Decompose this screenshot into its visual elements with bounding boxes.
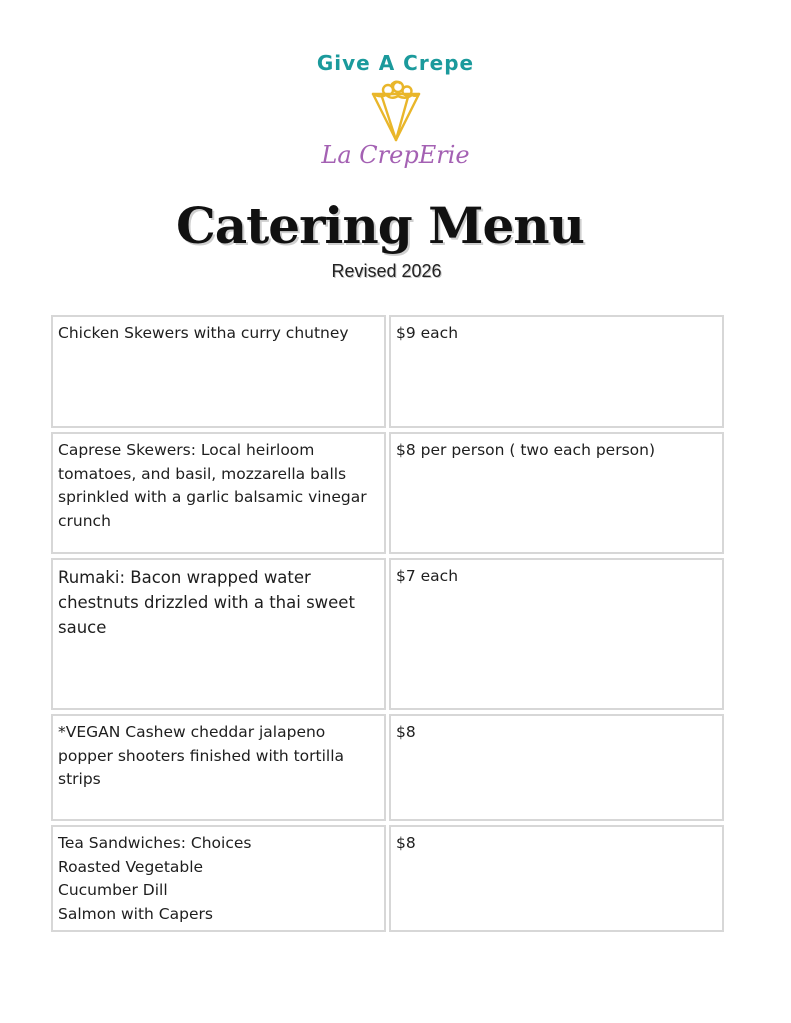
menu-table: [51, 315, 724, 936]
menu-item-description: Rumaki: Bacon wrapped water chestnuts drizzled with a thai sweet sauce: [51, 558, 386, 710]
crepe-icon: [368, 80, 424, 144]
menu-item-description: *VEGAN Cashew cheddar jalapeno popper shooters finished with tortilla strips: [51, 714, 386, 821]
menu-item-price: $8: [389, 714, 724, 821]
menu-item-price: $8: [389, 825, 724, 932]
menu-row: [51, 825, 724, 932]
page-title: Catering Menu: [175, 196, 585, 255]
menu-item-description: Caprese Skewers: Local heirloom tomatoes, and basil, mozzarella balls sprinkled with a garlic balsamic vinegar crunch: [51, 432, 386, 554]
menu-row: [51, 315, 724, 428]
menu-item-price: $8 per person ( two each person): [389, 432, 724, 554]
menu-row: [51, 558, 724, 710]
menu-item-price: $7 each: [389, 558, 724, 710]
brand-name: Give A Crepe: [316, 51, 475, 75]
menu-item-description: Chicken Skewers witha curry chutney: [51, 315, 386, 428]
menu-row: [51, 432, 724, 554]
la-creperie-wordmark: La CrepErie: [321, 141, 470, 169]
menu-item-description: Tea Sandwiches: Choices Roasted Vegetable Cucumber Dill Salmon with Capers: [51, 825, 386, 932]
menu-row: [51, 714, 724, 821]
page-subtitle: Revised 2026: [331, 261, 442, 281]
menu-item-price: $9 each: [389, 315, 724, 428]
